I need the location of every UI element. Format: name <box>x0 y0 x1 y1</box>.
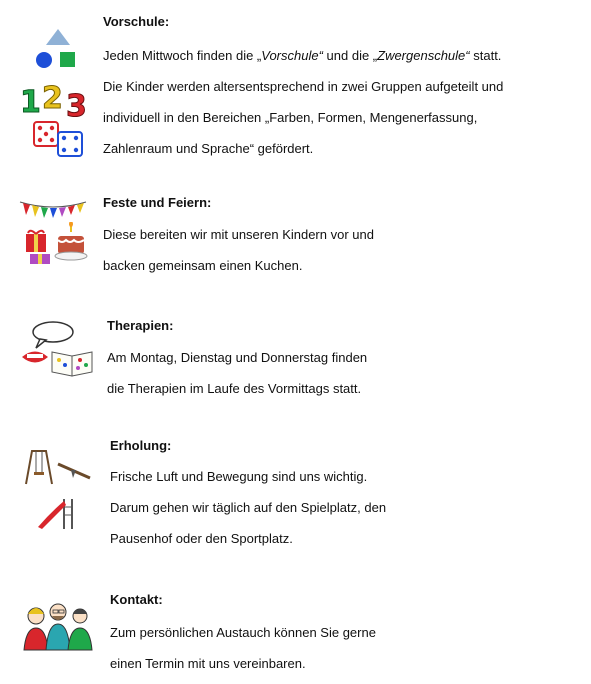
body-line: Darum gehen wir täglich auf den Spielplatz, den <box>110 500 387 515</box>
body-line: Diese bereiten wir mit unseren Kindern vor und <box>103 227 374 242</box>
section-heading: Therapien: <box>107 318 174 333</box>
section-heading: Erholung: <box>110 438 172 453</box>
svg-text:3: 3 <box>66 89 87 120</box>
body-line: die Therapien im Laufe des Vormittags statt. <box>107 381 362 396</box>
speech-bubble-icon <box>30 320 76 350</box>
mouth-icon <box>20 348 50 366</box>
section-heading: Vorschule: <box>103 14 170 29</box>
slide-icon <box>36 495 80 531</box>
swing-icon <box>22 448 56 486</box>
section-heading: Feste und Feiern: <box>103 195 212 210</box>
body-line: Jeden Mittwoch finden die „Vorschule“ und die „Zwergenschule“ statt. <box>103 48 502 63</box>
open-book-icon <box>50 348 94 378</box>
people-group-icon <box>22 600 94 652</box>
numbers-123-icon <box>20 80 92 120</box>
shapes-icon <box>30 27 80 73</box>
bunting-icon <box>18 198 88 222</box>
body-line: Frische Luft und Bewegung sind uns wichtig. <box>110 469 368 484</box>
body-line: Pausenhof oder den Sportplatz. <box>110 531 293 546</box>
body-line: Am Montag, Dienstag und Donnerstag finden <box>107 350 368 365</box>
body-line: backen gemeinsam einen Kuchen. <box>103 258 303 273</box>
svg-text:1: 1 <box>20 85 41 120</box>
body-line: Die Kinder werden altersentsprechend in zwei Gruppen aufgeteilt und <box>103 79 504 94</box>
seesaw-icon <box>56 460 92 482</box>
gift-icon <box>24 228 54 266</box>
section-heading: Kontakt: <box>110 592 163 607</box>
body-line: einen Termin mit uns vereinbaren. <box>110 656 306 671</box>
birthday-cake-icon <box>54 222 88 262</box>
body-line: individuell in den Bereichen „Farben, Formen, Mengenerfassung, <box>103 110 478 125</box>
dice-icon <box>32 120 86 160</box>
svg-text:2: 2 <box>42 81 63 116</box>
body-line: Zahlenraum und Sprache“ gefördert. <box>103 141 314 156</box>
body-line: Zum persönlichen Austauch können Sie gerne <box>110 625 376 640</box>
